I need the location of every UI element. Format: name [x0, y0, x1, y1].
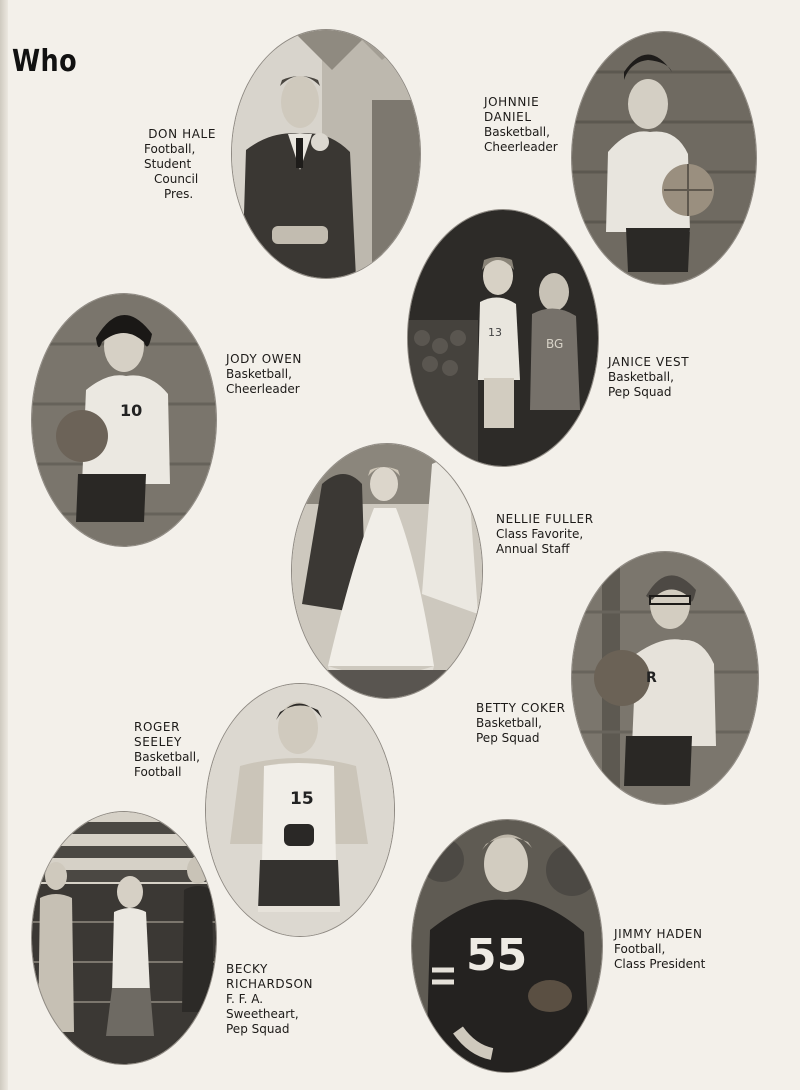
caption-line: Basketball, [134, 750, 200, 764]
person-name: DON HALE [148, 127, 216, 141]
person-name: JODY OWEN [226, 352, 302, 366]
caption-line: Football [134, 765, 182, 779]
person-name: JANICE VEST [608, 355, 690, 369]
caption-line: Pres. [164, 187, 194, 201]
jersey-number: 55 [466, 930, 528, 981]
person-name: ROGER [134, 720, 181, 734]
caption-janice-vest [608, 355, 718, 400]
photo-betty-coker [572, 552, 758, 804]
photo-janice-vest [408, 210, 598, 466]
person-name: BETTY COKER [476, 701, 566, 715]
caption-line: Basketball, [608, 370, 674, 384]
person-name: RICHARDSON [226, 977, 314, 991]
caption-don-hale [122, 127, 216, 202]
caption-line: Class Favorite, [496, 527, 584, 541]
caption-betty-coker [476, 701, 572, 746]
caption-line: Student [144, 157, 192, 171]
caption-line: Football, [614, 942, 666, 956]
caption-line: Cheerleader [484, 140, 558, 154]
page-heading: Who [12, 44, 78, 79]
jersey-number: 10 [120, 401, 143, 420]
photo-johnnie-daniel [572, 32, 756, 284]
caption-line: Cheerleader [226, 382, 300, 396]
person-name: JIMMY HADEN [614, 927, 703, 941]
jersey-letters: BG [546, 337, 564, 351]
caption-johnnie-daniel [484, 95, 574, 155]
caption-line: Football, [144, 142, 196, 156]
photo-becky-richardson [32, 812, 216, 1064]
caption-line: Pep Squad [226, 1022, 290, 1036]
caption-line: F. F. A. [226, 992, 264, 1006]
person-name: JOHNNIE [484, 95, 540, 109]
caption-line: Pep Squad [476, 731, 540, 745]
caption-line: Annual Staff [496, 542, 570, 556]
page-gutter [0, 0, 8, 1090]
photo-roger-seeley [206, 684, 394, 936]
caption-line: Basketball, [226, 367, 292, 381]
caption-jimmy-haden [614, 927, 734, 972]
caption-becky-richardson [226, 962, 322, 1037]
jersey-number: R [646, 670, 657, 686]
photo-jimmy-haden [412, 820, 602, 1072]
caption-line: Basketball, [484, 125, 550, 139]
caption-nellie-fuller [496, 512, 606, 557]
photo-don-hale [232, 30, 420, 278]
photo-nellie-fuller [292, 444, 482, 698]
jersey-number: 15 [290, 789, 314, 809]
jersey-number: 13 [488, 326, 502, 339]
person-name: BECKY [226, 962, 268, 976]
caption-line: Pep Squad [608, 385, 672, 399]
caption-jody-owen [226, 352, 336, 397]
caption-line: Basketball, [476, 716, 542, 730]
person-name: DANIEL [484, 110, 532, 124]
caption-line: Class President [614, 957, 706, 971]
caption-line: Council [154, 172, 199, 186]
caption-line: Sweetheart, [226, 1007, 299, 1021]
caption-roger-seeley [134, 720, 210, 780]
photo-jody-owen [32, 294, 216, 546]
person-name: SEELEY [134, 735, 182, 749]
person-name: NELLIE FULLER [496, 512, 594, 526]
